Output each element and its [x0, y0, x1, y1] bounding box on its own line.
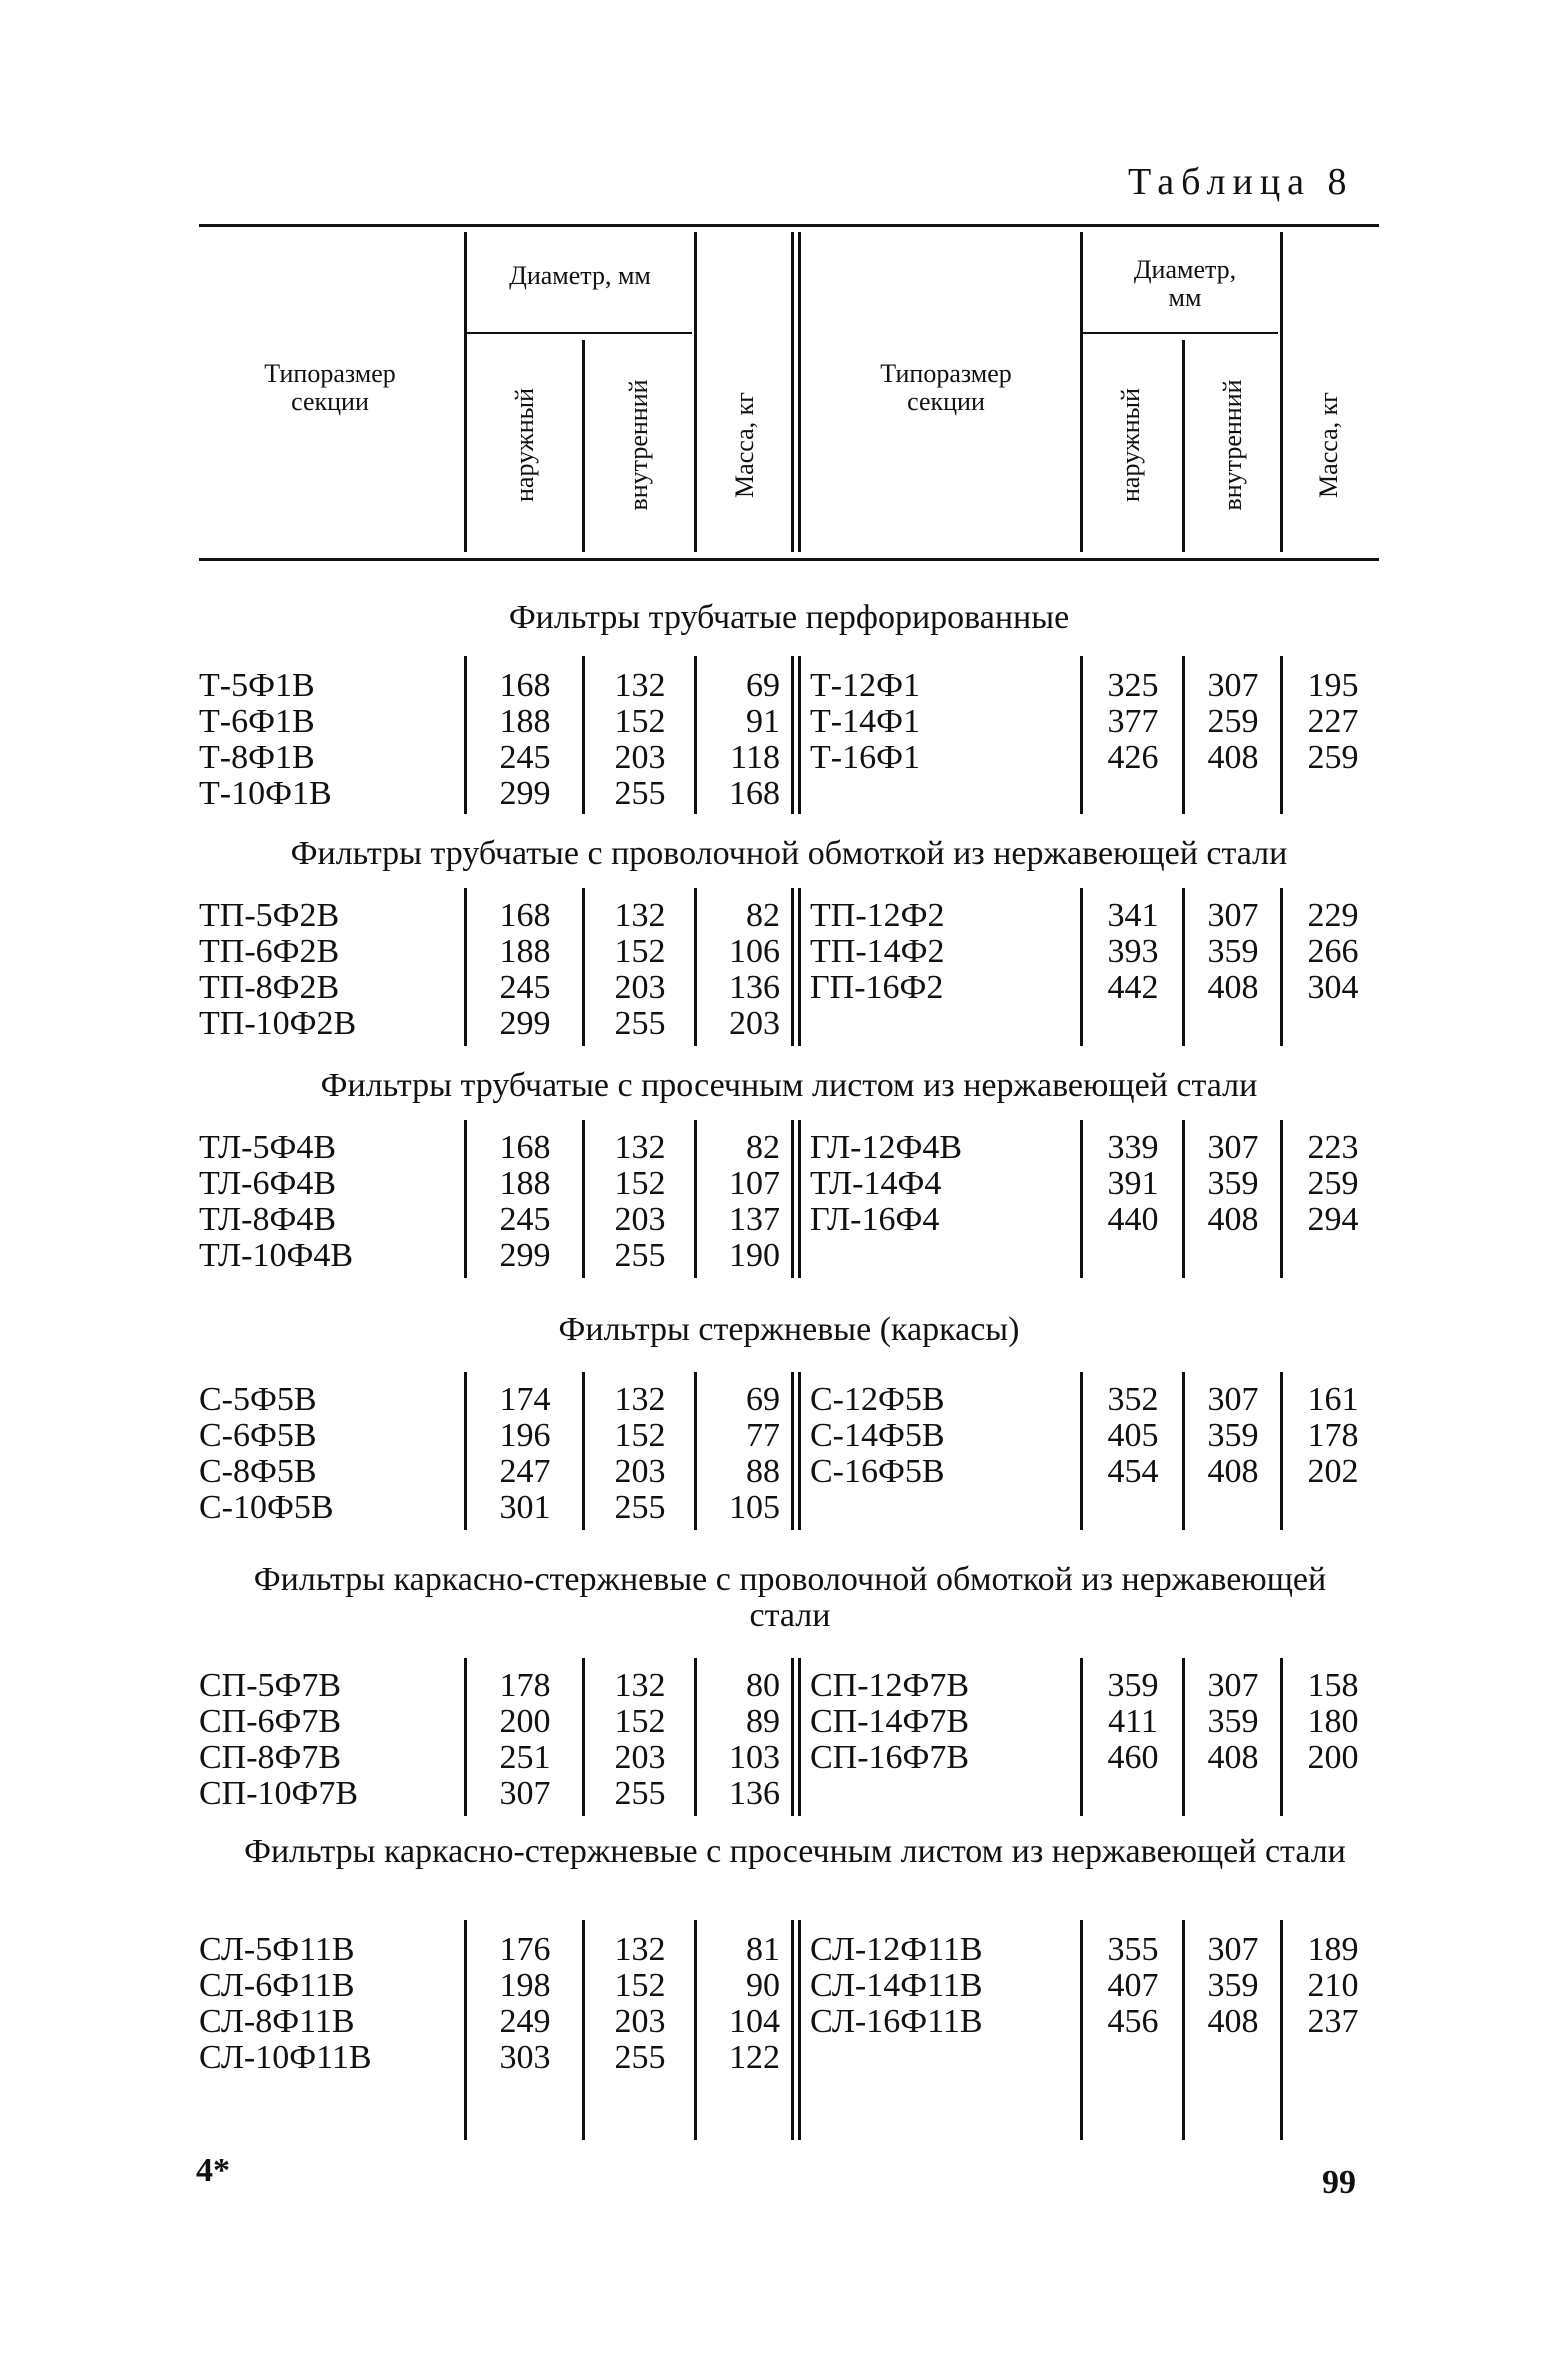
- inner-cell: 359: [1207, 933, 1259, 970]
- outer-cell: 303: [499, 2039, 551, 2076]
- hdr-divider-4a: [791, 232, 794, 552]
- col-divider: [1280, 1372, 1283, 1530]
- hdr-divider-2: [582, 340, 585, 552]
- inner-cell: 408: [1207, 739, 1259, 776]
- outer-cell: 174: [499, 1381, 551, 1418]
- section-title: Фильтры стержневые (каркасы): [558, 1311, 1020, 1348]
- outer-cell: 460: [1107, 1739, 1159, 1776]
- col-divider: [464, 656, 467, 814]
- section-title: Фильтры трубчатые с проволочной обмоткой из нержавеющей стали: [290, 835, 1288, 872]
- mass-cell: 82: [746, 897, 780, 934]
- outer-cell: 299: [499, 775, 551, 812]
- col-divider: [1280, 888, 1283, 1046]
- col-divider: [798, 1120, 801, 1278]
- col-divider: [1080, 1920, 1083, 2140]
- header-mass-right: Масса, кг: [1314, 392, 1343, 498]
- col-divider: [464, 888, 467, 1046]
- mass-cell: 180: [1307, 1703, 1359, 1740]
- type-size-cell: ТП-10Ф2В: [199, 1005, 357, 1042]
- type-size-cell: Т-5Ф1В: [199, 667, 315, 704]
- mass-cell: 137: [729, 1201, 780, 1238]
- col-divider: [1280, 1920, 1283, 2140]
- type-size-cell: ТЛ-6Ф4В: [199, 1165, 336, 1202]
- mass-cell: 136: [729, 1775, 780, 1812]
- mass-cell: 88: [746, 1453, 780, 1490]
- mass-cell: 122: [729, 2039, 780, 2076]
- mass-cell: 195: [1307, 667, 1359, 704]
- type-size-cell: ТП-6Ф2В: [199, 933, 340, 970]
- col-divider: [1182, 1658, 1185, 1816]
- header-mass-left: Масса, кг: [730, 392, 759, 498]
- type-size-cell: Т-14Ф1: [810, 703, 920, 740]
- outer-cell: 456: [1107, 2003, 1159, 2040]
- header-inner-left: внутренний: [624, 379, 653, 511]
- outer-cell: 355: [1107, 1931, 1159, 1968]
- outer-cell: 359: [1107, 1667, 1159, 1704]
- inner-cell: 255: [614, 1005, 666, 1042]
- outer-cell: 299: [499, 1237, 551, 1274]
- col-divider: [791, 1120, 794, 1278]
- type-size-cell: СП-6Ф7В: [199, 1703, 342, 1740]
- mass-cell: 189: [1307, 1931, 1359, 1968]
- outer-cell: 442: [1107, 969, 1159, 1006]
- inner-cell: 359: [1207, 1703, 1259, 1740]
- col-divider: [1080, 1372, 1083, 1530]
- header-outer-left: наружный: [510, 387, 539, 503]
- outer-cell: 405: [1107, 1417, 1159, 1454]
- mass-cell: 105: [729, 1489, 780, 1526]
- outer-cell: 196: [499, 1417, 551, 1454]
- inner-cell: 203: [614, 2003, 666, 2040]
- outer-cell: 198: [499, 1967, 551, 2004]
- col-divider: [1280, 1658, 1283, 1816]
- outer-cell: 249: [499, 2003, 551, 2040]
- col-divider: [1080, 656, 1083, 814]
- mass-cell: 223: [1307, 1129, 1359, 1166]
- type-size-cell: СП-14Ф7В: [810, 1703, 970, 1740]
- col-divider: [694, 1658, 697, 1816]
- mass-cell: 104: [729, 2003, 780, 2040]
- inner-cell: 408: [1207, 1201, 1259, 1238]
- outer-cell: 341: [1107, 897, 1159, 934]
- type-size-cell: СЛ-12Ф11В: [810, 1931, 983, 1968]
- inner-cell: 408: [1207, 2003, 1259, 2040]
- inner-cell: 359: [1207, 1165, 1259, 1202]
- mass-cell: 202: [1307, 1453, 1359, 1490]
- type-size-cell: СП-16Ф7В: [810, 1739, 970, 1776]
- outer-cell: 352: [1107, 1381, 1159, 1418]
- col-divider: [694, 1920, 697, 2140]
- mass-cell: 158: [1307, 1667, 1359, 1704]
- inner-cell: 255: [614, 1775, 666, 1812]
- header-diameter-right: Диаметр, мм: [1133, 255, 1237, 312]
- outer-cell: 200: [499, 1703, 551, 1740]
- table-caption: Таблица 8: [1128, 161, 1354, 203]
- outer-cell: 407: [1107, 1967, 1159, 2004]
- outer-cell: 188: [499, 703, 551, 740]
- hdr-divider-7: [1280, 232, 1283, 552]
- outer-cell: 426: [1107, 739, 1159, 776]
- inner-cell: 307: [1207, 667, 1259, 704]
- mass-cell: 90: [746, 1967, 780, 2004]
- inner-cell: 132: [614, 1931, 666, 1968]
- col-divider: [694, 888, 697, 1046]
- mass-cell: 69: [746, 667, 780, 704]
- signature-mark: 4*: [196, 2152, 230, 2189]
- type-size-cell: Т-16Ф1: [810, 739, 920, 776]
- outer-cell: 178: [499, 1667, 551, 1704]
- mass-cell: 82: [746, 1129, 780, 1166]
- type-size-cell: ТЛ-8Ф4В: [199, 1201, 336, 1238]
- inner-cell: 408: [1207, 969, 1259, 1006]
- col-divider: [791, 1372, 794, 1530]
- col-divider: [464, 1120, 467, 1278]
- hdr-divider-6: [1182, 340, 1185, 552]
- inner-cell: 307: [1207, 1931, 1259, 1968]
- hdr-divider-1: [464, 232, 467, 552]
- type-size-cell: С-5Ф5В: [199, 1381, 317, 1418]
- mass-cell: 266: [1307, 933, 1359, 970]
- type-size-cell: СЛ-6Ф11В: [199, 1967, 355, 2004]
- outer-cell: 393: [1107, 933, 1159, 970]
- type-size-cell: ГП-16Ф2: [810, 969, 944, 1006]
- col-divider: [1182, 888, 1185, 1046]
- section-title: Фильтры трубчатые с просечным листом из нержавеющей стали: [320, 1067, 1258, 1104]
- inner-cell: 132: [614, 897, 666, 934]
- inner-cell: 255: [614, 1237, 666, 1274]
- outer-cell: 391: [1107, 1165, 1159, 1202]
- type-size-cell: СП-8Ф7В: [199, 1739, 342, 1776]
- inner-cell: 203: [614, 739, 666, 776]
- section-title: Фильтры трубчатые перфорированные: [508, 599, 1070, 636]
- mass-cell: 69: [746, 1381, 780, 1418]
- type-size-cell: С-10Ф5В: [199, 1489, 334, 1526]
- inner-cell: 132: [614, 1381, 666, 1418]
- outer-cell: 168: [499, 897, 551, 934]
- diameter-subrule-right: [1082, 332, 1278, 334]
- inner-cell: 255: [614, 775, 666, 812]
- outer-cell: 440: [1107, 1201, 1159, 1238]
- type-size-cell: ТЛ-10Ф4В: [199, 1237, 353, 1274]
- type-size-cell: С-6Ф5В: [199, 1417, 317, 1454]
- inner-cell: 307: [1207, 1129, 1259, 1166]
- mass-cell: 190: [729, 1237, 780, 1274]
- inner-cell: 152: [614, 933, 666, 970]
- header-type-size-left: Типоразмер секции: [264, 359, 396, 416]
- col-divider: [1182, 1372, 1185, 1530]
- type-size-cell: ТП-14Ф2: [810, 933, 945, 970]
- mass-cell: 91: [746, 703, 780, 740]
- col-divider: [464, 1658, 467, 1816]
- mass-cell: 77: [746, 1417, 780, 1454]
- type-size-cell: С-14Ф5В: [810, 1417, 945, 1454]
- col-divider: [791, 1658, 794, 1816]
- mass-cell: 200: [1307, 1739, 1359, 1776]
- mass-cell: 107: [729, 1165, 780, 1202]
- col-divider: [582, 1372, 585, 1530]
- page-number: 99: [1322, 2164, 1356, 2201]
- col-divider: [582, 888, 585, 1046]
- type-size-cell: Т-8Ф1В: [199, 739, 315, 776]
- mass-cell: 210: [1307, 1967, 1359, 2004]
- col-divider: [798, 1920, 801, 2140]
- outer-cell: 168: [499, 1129, 551, 1166]
- outer-cell: 299: [499, 1005, 551, 1042]
- col-divider: [791, 656, 794, 814]
- inner-cell: 132: [614, 1129, 666, 1166]
- col-divider: [791, 888, 794, 1046]
- type-size-cell: СП-12Ф7В: [810, 1667, 970, 1704]
- col-divider: [1182, 1920, 1185, 2140]
- col-divider: [694, 656, 697, 814]
- outer-cell: 251: [499, 1739, 551, 1776]
- outer-cell: 454: [1107, 1453, 1159, 1490]
- section-title: Фильтры каркасно-стержневые с просечным листом из нержавеющей стали: [244, 1833, 1346, 1870]
- mass-cell: 89: [746, 1703, 780, 1740]
- inner-cell: 203: [614, 1739, 666, 1776]
- inner-cell: 255: [614, 1489, 666, 1526]
- outer-cell: 247: [499, 1453, 551, 1490]
- mass-cell: 118: [730, 739, 780, 776]
- type-size-cell: СЛ-5Ф11В: [199, 1931, 355, 1968]
- type-size-cell: Т-10Ф1В: [199, 775, 332, 812]
- header-outer-right: наружный: [1116, 387, 1145, 503]
- mass-cell: 227: [1307, 703, 1359, 740]
- diameter-subrule-left: [466, 332, 692, 334]
- type-size-cell: СЛ-8Ф11В: [199, 2003, 355, 2040]
- type-size-cell: С-12Ф5В: [810, 1381, 945, 1418]
- mass-cell: 237: [1307, 2003, 1359, 2040]
- type-size-cell: ТП-5Ф2В: [199, 897, 340, 934]
- col-divider: [1182, 656, 1185, 814]
- header-top-rule: [199, 224, 1379, 227]
- type-size-cell: СЛ-14Ф11В: [810, 1967, 983, 2004]
- outer-cell: 176: [499, 1931, 551, 1968]
- outer-cell: 245: [499, 969, 551, 1006]
- outer-cell: 245: [499, 1201, 551, 1238]
- col-divider: [694, 1372, 697, 1530]
- outer-cell: 325: [1107, 667, 1159, 704]
- mass-cell: 80: [746, 1667, 780, 1704]
- mass-cell: 259: [1307, 739, 1359, 776]
- inner-cell: 152: [614, 1165, 666, 1202]
- inner-cell: 259: [1207, 703, 1259, 740]
- inner-cell: 307: [1207, 897, 1259, 934]
- col-divider: [798, 1658, 801, 1816]
- col-divider: [1080, 1658, 1083, 1816]
- inner-cell: 203: [614, 969, 666, 1006]
- inner-cell: 132: [614, 1667, 666, 1704]
- outer-cell: 168: [499, 667, 551, 704]
- outer-cell: 307: [499, 1775, 551, 1812]
- hdr-divider-3: [694, 232, 697, 552]
- header-diameter-left: Диаметр, мм: [509, 261, 651, 290]
- outer-cell: 411: [1108, 1703, 1158, 1740]
- mass-cell: 161: [1307, 1381, 1359, 1418]
- col-divider: [582, 1920, 585, 2140]
- type-size-cell: ГЛ-12Ф4В: [810, 1129, 963, 1166]
- type-size-cell: СЛ-16Ф11В: [810, 2003, 983, 2040]
- type-size-cell: СП-5Ф7В: [199, 1667, 342, 1704]
- header-type-size-right: Типоразмер секции: [880, 359, 1012, 416]
- inner-cell: 152: [614, 1417, 666, 1454]
- inner-cell: 359: [1207, 1967, 1259, 2004]
- inner-cell: 203: [614, 1201, 666, 1238]
- inner-cell: 307: [1207, 1381, 1259, 1418]
- mass-cell: 168: [729, 775, 780, 812]
- type-size-cell: СЛ-10Ф11В: [199, 2039, 372, 2076]
- inner-cell: 359: [1207, 1417, 1259, 1454]
- outer-cell: 339: [1107, 1129, 1159, 1166]
- hdr-divider-5: [1080, 232, 1083, 552]
- mass-cell: 203: [729, 1005, 780, 1042]
- outer-cell: 188: [499, 933, 551, 970]
- type-size-cell: ТП-12Ф2: [810, 897, 945, 934]
- col-divider: [798, 1372, 801, 1530]
- type-size-cell: Т-12Ф1: [810, 667, 920, 704]
- outer-cell: 301: [499, 1489, 551, 1526]
- mass-cell: 81: [746, 1931, 780, 1968]
- col-divider: [464, 1920, 467, 2140]
- type-size-cell: ГЛ-16Ф4: [810, 1201, 940, 1238]
- mass-cell: 259: [1307, 1165, 1359, 1202]
- col-divider: [1280, 656, 1283, 814]
- col-divider: [582, 1120, 585, 1278]
- type-size-cell: Т-6Ф1В: [199, 703, 315, 740]
- header-inner-right: внутренний: [1218, 379, 1247, 511]
- col-divider: [798, 656, 801, 814]
- inner-cell: 255: [614, 2039, 666, 2076]
- col-divider: [582, 1658, 585, 1816]
- type-size-cell: ТЛ-14Ф4: [810, 1165, 942, 1202]
- outer-cell: 377: [1107, 703, 1159, 740]
- outer-cell: 188: [499, 1165, 551, 1202]
- col-divider: [798, 888, 801, 1046]
- type-size-cell: ТП-8Ф2В: [199, 969, 340, 1006]
- type-size-cell: ТЛ-5Ф4В: [199, 1129, 336, 1166]
- mass-cell: 136: [729, 969, 780, 1006]
- col-divider: [464, 1372, 467, 1530]
- col-divider: [1280, 1120, 1283, 1278]
- col-divider: [791, 1920, 794, 2140]
- col-divider: [1080, 888, 1083, 1046]
- header-bottom-rule: [199, 558, 1379, 561]
- section-title: Фильтры каркасно-стержневые с проволочной обмоткой из нержавеющей стали: [253, 1561, 1327, 1634]
- inner-cell: 132: [614, 667, 666, 704]
- inner-cell: 152: [614, 1703, 666, 1740]
- col-divider: [1182, 1120, 1185, 1278]
- inner-cell: 408: [1207, 1453, 1259, 1490]
- hdr-divider-4b: [798, 232, 801, 552]
- mass-cell: 106: [729, 933, 780, 970]
- outer-cell: 245: [499, 739, 551, 776]
- mass-cell: 178: [1307, 1417, 1359, 1454]
- inner-cell: 152: [614, 703, 666, 740]
- type-size-cell: С-16Ф5В: [810, 1453, 945, 1490]
- mass-cell: 103: [729, 1739, 780, 1776]
- mass-cell: 229: [1307, 897, 1359, 934]
- inner-cell: 307: [1207, 1667, 1259, 1704]
- inner-cell: 408: [1207, 1739, 1259, 1776]
- mass-cell: 294: [1307, 1201, 1359, 1238]
- type-size-cell: СП-10Ф7В: [199, 1775, 359, 1812]
- mass-cell: 304: [1307, 969, 1359, 1006]
- col-divider: [694, 1120, 697, 1278]
- col-divider: [1080, 1120, 1083, 1278]
- inner-cell: 152: [614, 1967, 666, 2004]
- col-divider: [582, 656, 585, 814]
- type-size-cell: С-8Ф5В: [199, 1453, 317, 1490]
- inner-cell: 203: [614, 1453, 666, 1490]
